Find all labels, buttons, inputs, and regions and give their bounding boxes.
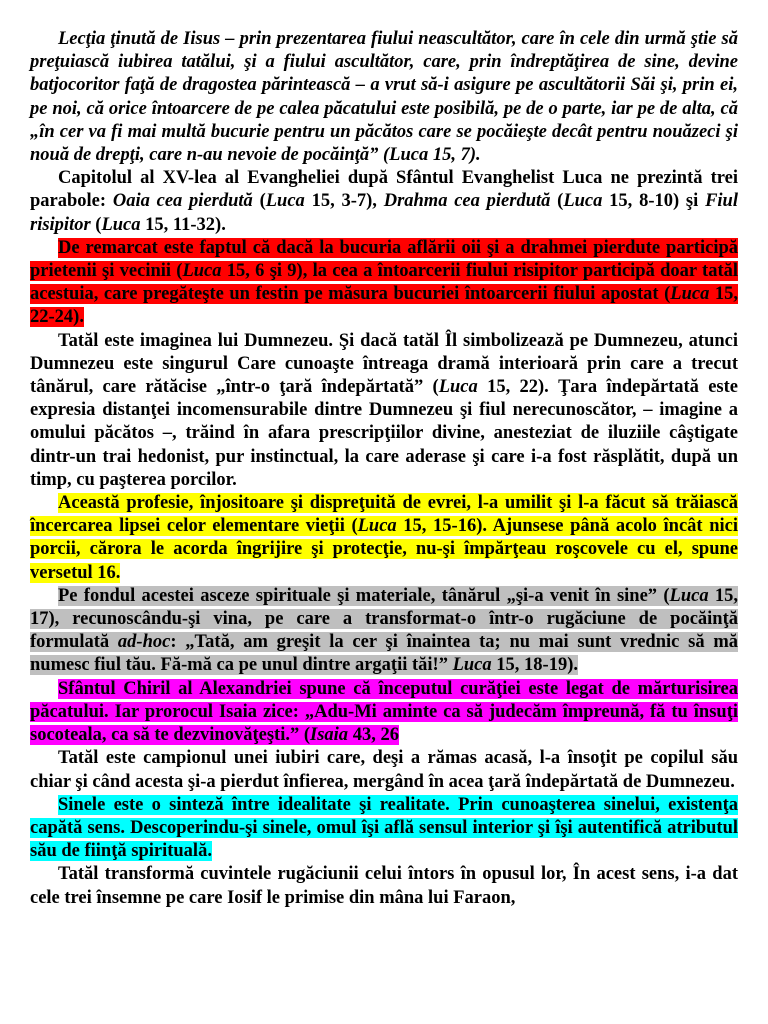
italic-text-run: Luca: [101, 214, 141, 235]
paragraph-9: [30, 794, 738, 864]
text-run: Capitolul al XV-lea al Evangheliei după Sfântul Evanghelist Luca ne prezintă trei parabole:: [30, 168, 738, 212]
text-run: 15, 17), recunoscându-şi vina, pe care a transformat-o într-o rugăciune de pocăinţă formulată: [30, 585, 739, 653]
text-run: Tatăl este imaginea lui Dumnezeu. Şi dacă tatăl Îl simbolizează pe Dumnezeu, atunci Dumnezeu este singurul Care cunoaşte întreaga dramă interioară prin care a trecut tânărul, care rătăcise „într-o ţară îndepărtată” (: [30, 330, 738, 398]
text-run: Pe fondul acestei asceze spirituale şi materiale, tânărul „şi-a venit în sine” (: [58, 585, 670, 606]
paragraph-text: [30, 238, 738, 328]
paragraph-text: [30, 29, 738, 165]
italic-text-run: Luca: [182, 261, 222, 282]
paragraph-1: [30, 28, 738, 167]
text-run: Sfântul Chiril al Alexandriei spune că începutul curăţiei este legat de mărturisirea păcatului. Iar prorocul Isaia zice: „Adu-Mi aminte ca să judecăm împreună, fă tu însuţi socoteala, ca să te dezvinovăţeşti.” (: [30, 678, 738, 746]
paragraph-5: [30, 492, 738, 585]
paragraph-2: [30, 167, 738, 237]
paragraph-8: [30, 747, 738, 793]
text-run: (: [252, 191, 266, 212]
paragraph-4: [30, 330, 738, 492]
text-run: Această profesie, înjositoare şi dispreţuită de evrei, l-a umilit şi l-a făcut să trăiască încercarea lipsei celor elementare vieţii (: [30, 493, 738, 537]
italic-text-run: Luca: [357, 516, 397, 537]
paragraph-text: [30, 795, 738, 861]
italic-text-run: Fiul risipitor: [30, 191, 738, 235]
text-run: 43, 26: [348, 725, 399, 746]
text-run: Sinele este o sinteză între idealitate şi realitate. Prin cunoaşterea sinelui, existenţa capătă sens. Descoperindu-şi sinele, omul îşi află sensul interior şi îşi autentifică atributul său de fiinţă spirituală.: [30, 794, 738, 862]
italic-text-run: Lecţia ţinută de Iisus – prin prezentarea fiului neascultător, care în cele din urmă ştie să preţuiască iubirea tatălui, şi a fiului ascultător, care, prin îndreptăţirea de sine, devine batjocoritor faţă de dragostea părintească – a vrut să-i asigure pe ascultătorii Săi şi, prin ei, pe noi, că orice întoarcere de pe calea păcatului este posibilă, pe de o parte, iar pe de alta, că „în cer va fi mai multă bucurie pentru un păcătos care se pocăieşte decât pentru nouăzeci şi nouă de drepţi, care n-au nevoie de pocăinţă” (Luca 15, 7).: [30, 29, 738, 166]
italic-text-run: Drahma cea pierdută: [383, 191, 551, 212]
text-run: 15, 11-32).: [140, 214, 226, 235]
italic-text-run: Isaia: [310, 725, 349, 746]
paragraph-text: [30, 748, 738, 791]
text-run: 15, 15-16). Ajunsese până acolo încât nici porcii, cărora le acorda îngrijire şi protecţie, nu-şi împărţeau roşcovele cu el, spune versetul 16.: [30, 516, 738, 583]
text-run: Tatăl este campionul unei iubiri care, deşi a rămas acasă, l-a însoţit pe copilul său chiar şi când acesta şi-a pierdut înfierea, mergând în acea ţară îndepărtată de Dumnezeu.: [30, 748, 738, 792]
italic-text-run: Luca: [438, 377, 478, 398]
text-run: 15, 22-24).: [30, 284, 739, 328]
italic-text-run: Luca: [670, 284, 710, 305]
paragraph-7: [30, 678, 738, 748]
text-run: (: [550, 191, 564, 212]
paragraph-text: [30, 586, 738, 676]
italic-text-run: Luca: [563, 191, 603, 212]
paragraph-text: [30, 493, 738, 583]
text-run: 15, 22). Ţara îndepărtată este expresia distanţei incomensurabile dintre Dumnezeu şi fiul nerecunoscător, – imagine a omului păcătos –, trăind în afara prescripţiilor divine, anesteziat de iluziile câştigate dintr-un trai hedonist, pur instinctual, la care aderase şi care i-a fost răsplătit, după un timp, cu paşterea porcilor.: [30, 377, 738, 490]
text-run: (: [90, 214, 102, 235]
text-run: 15, 6 şi 9), la cea a întoarcerii fiului risipitor participă doar tatăl acestuia, care pregăteşte un festin pe măsura bucuriei întoarcerii fiului apostat (: [30, 261, 738, 305]
text-run: 15, 3-7),: [304, 191, 384, 212]
paragraph-10: [30, 863, 738, 909]
text-run: 15, 8-10) şi: [602, 191, 706, 212]
text-run: : „Tată, am greşit la cer şi înaintea ta; nu mai sunt vrednic să mă numesc fiul tău. Fă-mă ca pe unul dintre argaţii tăi!”: [30, 632, 739, 676]
text-run: Tatăl transformă cuvintele rugăciunii celui întors în opusul lor, În acest sens, i-a dat cele trei însemne pe care Iosif le primise din mâna lui Faraon,: [30, 864, 738, 908]
italic-text-run: Luca: [669, 585, 709, 606]
italic-text-run: ad-hoc: [117, 632, 171, 653]
text-run: 15, 18-19).: [491, 655, 578, 676]
italic-text-run: Oaia cea pierdută: [112, 191, 253, 212]
paragraph-3: [30, 237, 738, 330]
paragraph-text: [30, 864, 738, 907]
italic-text-run: Luca: [265, 191, 305, 212]
paragraph-text: [30, 331, 738, 490]
paragraph-text: [30, 168, 738, 234]
paragraph-6: [30, 585, 738, 678]
text-run: De remarcat este faptul că dacă la bucuria aflării oii şi a drahmei pierdute participă prietenii şi vecinii (: [30, 237, 738, 282]
italic-text-run: Luca: [452, 655, 492, 676]
paragraph-text: [30, 679, 738, 745]
